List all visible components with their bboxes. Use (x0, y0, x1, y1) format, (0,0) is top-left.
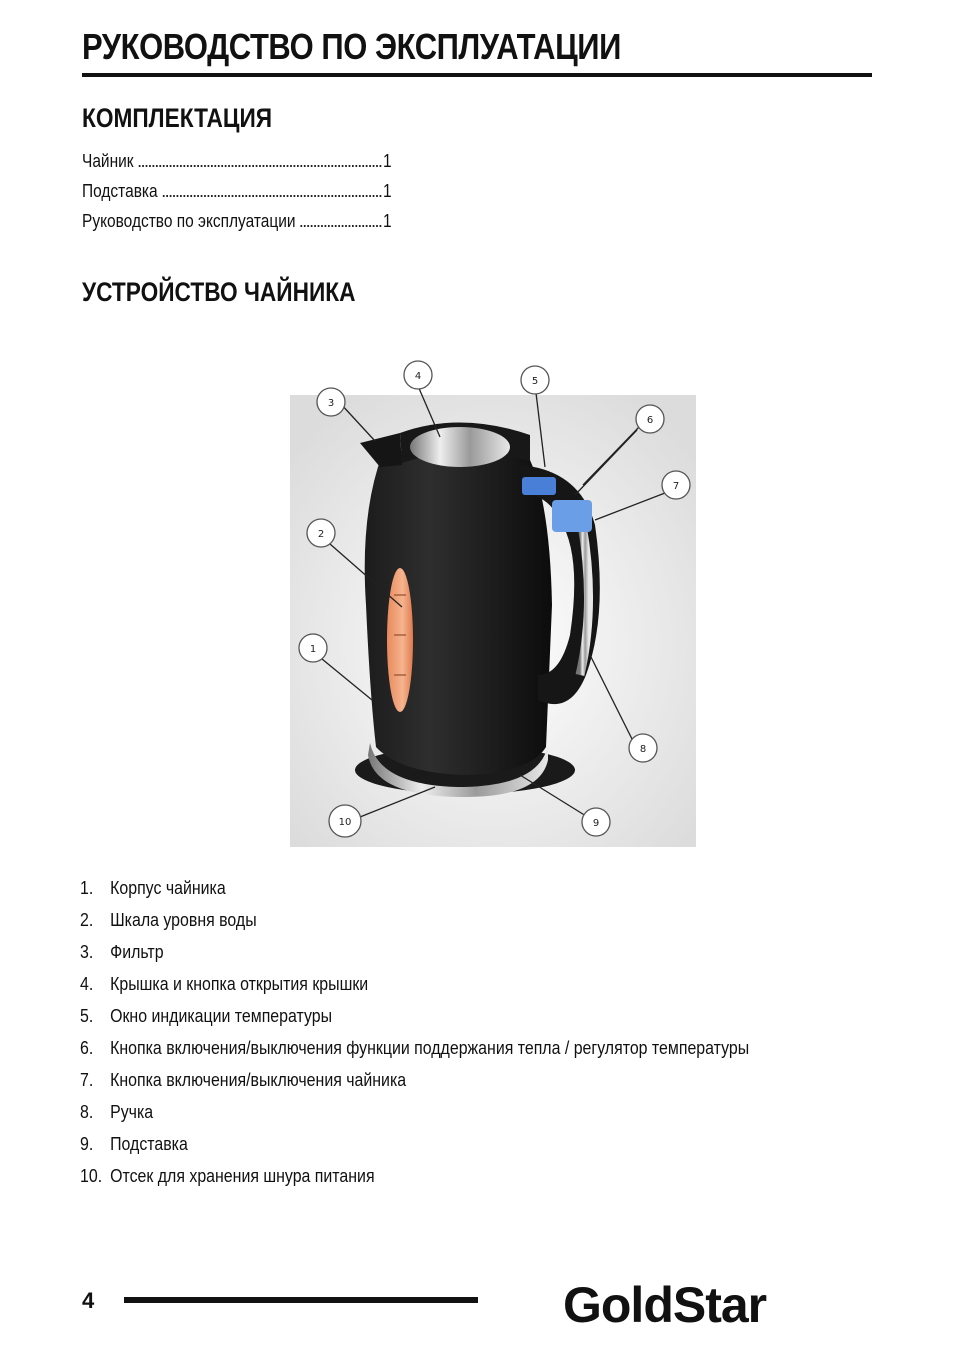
kit-item (82, 181, 392, 211)
temperature-display (522, 477, 556, 495)
callout-6 (636, 405, 664, 433)
callout-1 (299, 634, 327, 662)
list-item (80, 1101, 854, 1133)
list-item (80, 909, 854, 941)
svg-text:6: 6 (646, 415, 654, 426)
svg-text:4: 4 (414, 371, 422, 382)
device-section-title: УСТРОЙСТВО ЧАЙНИКА (82, 277, 356, 307)
kit-item-qty: 1 (382, 211, 392, 231)
item-number: 2. (80, 909, 94, 930)
callout-7 (662, 471, 690, 499)
parts-list (80, 877, 860, 1197)
list-item (80, 941, 854, 973)
item-label: Окно индикации температуры (110, 1005, 333, 1026)
item-number: 3. (80, 941, 94, 962)
callout-8 (629, 734, 657, 762)
list-item (80, 973, 854, 1005)
item-number: 1. (80, 877, 94, 898)
kit-item-name: Подставка (82, 181, 158, 201)
list-item (80, 877, 854, 909)
svg-text:1: 1 (309, 644, 317, 655)
svg-text:10: 10 (338, 817, 352, 828)
control-buttons (552, 500, 592, 532)
list-item (80, 1037, 854, 1069)
svg-text:8: 8 (639, 744, 647, 755)
item-label: Отсек для хранения шнура питания (110, 1165, 375, 1186)
item-number: 6. (80, 1037, 94, 1058)
callout-2 (307, 519, 335, 547)
callout-3 (317, 388, 345, 416)
item-label: Крышка и кнопка открытия крышки (110, 973, 369, 994)
dot-leader (163, 195, 381, 197)
kit-item (82, 151, 392, 181)
page-title: РУКОВОДСТВО ПО ЭКСПЛУАТАЦИИ (82, 26, 621, 67)
callout-9 (582, 808, 610, 836)
title-rule (82, 73, 872, 77)
kit-item-qty: 1 (382, 151, 392, 171)
list-item (80, 1133, 854, 1165)
svg-text:9: 9 (592, 818, 600, 829)
item-label: Кнопка включения/выключения функции поддержания тепла / регулятор температуры (110, 1037, 750, 1058)
item-number: 8. (80, 1101, 94, 1122)
item-number: 10. (80, 1165, 103, 1186)
item-label: Корпус чайника (110, 877, 226, 898)
kit-item-name: Руководство по эксплуатации (82, 211, 296, 231)
dot-leader (301, 225, 382, 227)
callout-4 (404, 361, 432, 389)
svg-text:5: 5 (531, 376, 539, 387)
callout-10 (329, 805, 361, 837)
kit-item-name: Чайник (82, 151, 134, 171)
callout-5 (521, 366, 549, 394)
item-label: Кнопка включения/выключения чайника (110, 1069, 407, 1090)
kit-item-qty: 1 (382, 181, 392, 201)
item-label: Ручка (110, 1101, 154, 1122)
dot-leader (139, 165, 382, 167)
item-number: 4. (80, 973, 94, 994)
page-number: 4 (82, 1288, 95, 1313)
svg-text:7: 7 (672, 481, 680, 492)
lid-button (410, 427, 510, 467)
item-number: 5. (80, 1005, 94, 1026)
kit-section-title: КОМПЛЕКТАЦИЯ (82, 103, 273, 133)
item-label: Подставка (110, 1133, 188, 1154)
kit-list (82, 151, 392, 241)
svg-text:GoldStar: GoldStar (563, 1277, 767, 1332)
svg-text:2: 2 (317, 529, 325, 540)
item-number: 7. (80, 1069, 94, 1090)
footer-rule (124, 1297, 478, 1303)
kit-item (82, 211, 392, 241)
water-level-window (387, 568, 413, 712)
item-number: 9. (80, 1133, 94, 1154)
list-item (80, 1165, 854, 1197)
goldstar-logo (563, 1276, 808, 1332)
list-item (80, 1069, 854, 1101)
svg-text:3: 3 (327, 398, 335, 409)
item-label: Фильтр (110, 941, 164, 962)
kettle-diagram (290, 355, 696, 847)
item-label: Шкала уровня воды (110, 909, 257, 930)
list-item (80, 1005, 854, 1037)
